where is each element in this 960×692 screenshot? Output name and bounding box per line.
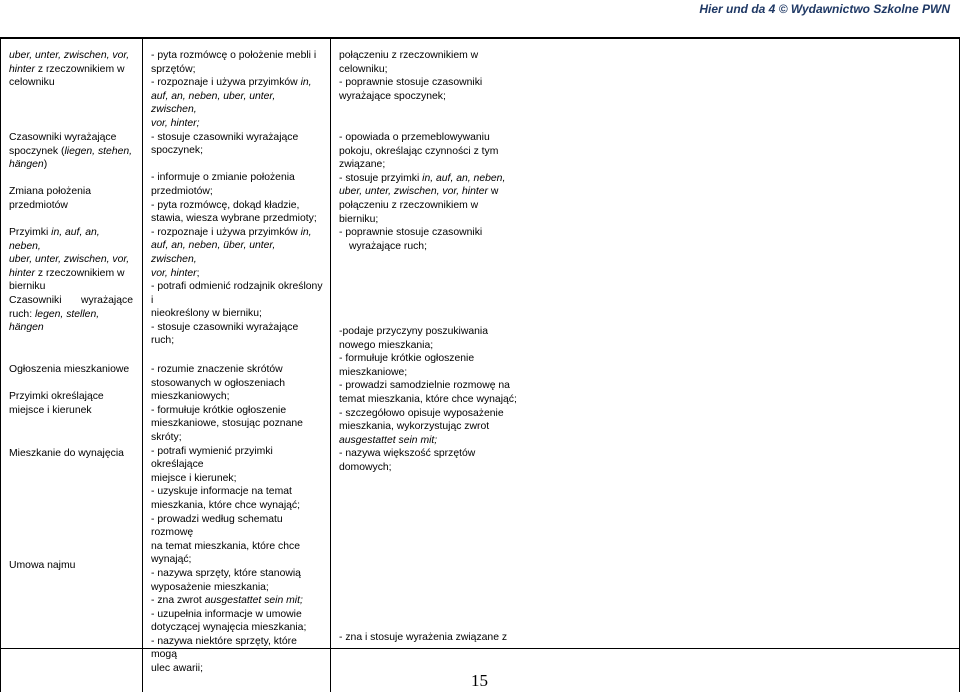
column-divider-1: [142, 37, 143, 692]
topic-rental-agreement: Umowa najmu: [9, 560, 76, 571]
topic-prepositions-dative: uber, unter, zwischen, vor, hinter z rzeczownikiem w celowniku: [9, 50, 130, 89]
requirements-basic-block-2: - rozumie znaczenie skrótów stosowanych w ogłoszeniach mieszkaniowych; - formułuje krótkie ogłoszenie mieszkaniowe, stosując poznane skróty; - potrafi wymienić przyimki określające miejsce i kierunek; - uzyskuje informacje na temat mieszkania, które chce wynająć; - prowadzi według schematu rozmowę na temat mieszkania, które chce wynająć; - nazywa sprzęty, które stanowią wyposażenie mieszkania; - zna zwrot ausgestattet sein mit; - uzupełnia informacje w umowie dotyczącej wynajęcia mieszkania; - nazywa niektóre sprzęty, które mogą ulec awarii;: [151, 364, 307, 675]
table-row-divider: [1, 648, 959, 649]
requirements-extended-block-2: - opowiada o przemeblowywaniu pokoju, określając czynności z tym związane; - stosuje przyimki in, auf, an, neben, uber, unter, zwischen, vor, hinter w połączeniu z rzeczownikiem w bierniku; - poprawnie stosuje czasowniki wyrażające ruch;: [339, 132, 506, 252]
table-top-border: [1, 37, 959, 39]
requirements-basic-block-1: - pyta rozmówcę o położenie mebli i sprzętów; - rozpoznaje i używa przyimków in, auf, an, neben, uber, unter, zwischen, vor, hinter; - stosuje czasowniki wyrażające spoczynek; - informuje o zmianie położenia przedmiotów; - pyta rozmówcę, dokąd kładzie, stawia, wiesza wybrane przedmioty; - rozpoznaje i używa przyimków in, auf, an, neben, über, unter, zwischen, vor, hinter; - potrafi odmienić rodzajnik określony i nieokreślony w bierniku; - stosuje czasowniki wyrażające ruch;: [151, 50, 323, 347]
page-header: Hier und da 4 © Wydawnictwo Szkolne PWN: [699, 2, 950, 16]
topic-prepositions-accusative: Przyimki in, auf, an, neben, uber, unter, zwischen, vor, hinter z rzeczownikiem w bierniku: [9, 227, 130, 293]
topic-prepositions-place: Przyimki określające miejsce i kierunek: [9, 391, 104, 416]
curriculum-table: [0, 37, 960, 692]
requirements-extended-block-3: -podaje przyczyny poszukiwania nowego mieszkania; - formułuje krótkie ogłoszenie mieszkaniowe; - prowadzi samodzielnie rozmowę na temat mieszkania, które chce wynająć; - szczegółowo opisuje wyposażenie mieszkania, wykorzystując zwrot ausgestattet sein mit; - nazywa większość sprzętów domowych;: [339, 326, 517, 473]
topic-verbs-rest: Czasowniki wyrażające spoczynek (liegen, stehen, hängen): [9, 132, 133, 171]
topic-housing-ads: Ogłoszenia mieszkaniowe: [9, 364, 130, 375]
topic-position-change: Zmiana położenia przedmiotów: [9, 186, 92, 211]
requirements-extended-block-1: połączeniu z rzeczownikiem w celowniku; - poprawnie stosuje czasowniki wyrażające spoczynek;: [339, 50, 483, 102]
page-number: 15: [471, 671, 488, 690]
topic-flat-for-rent: Mieszkanie do wynajęcia: [9, 448, 124, 459]
column-divider-2: [330, 37, 331, 692]
topic-verbs-motion: Czasowniki wyrażające ruch: legen, stellen, hängen: [9, 295, 133, 334]
requirements-extended-block-4: - zna i stosuje wyrażenia związane z: [339, 632, 508, 643]
